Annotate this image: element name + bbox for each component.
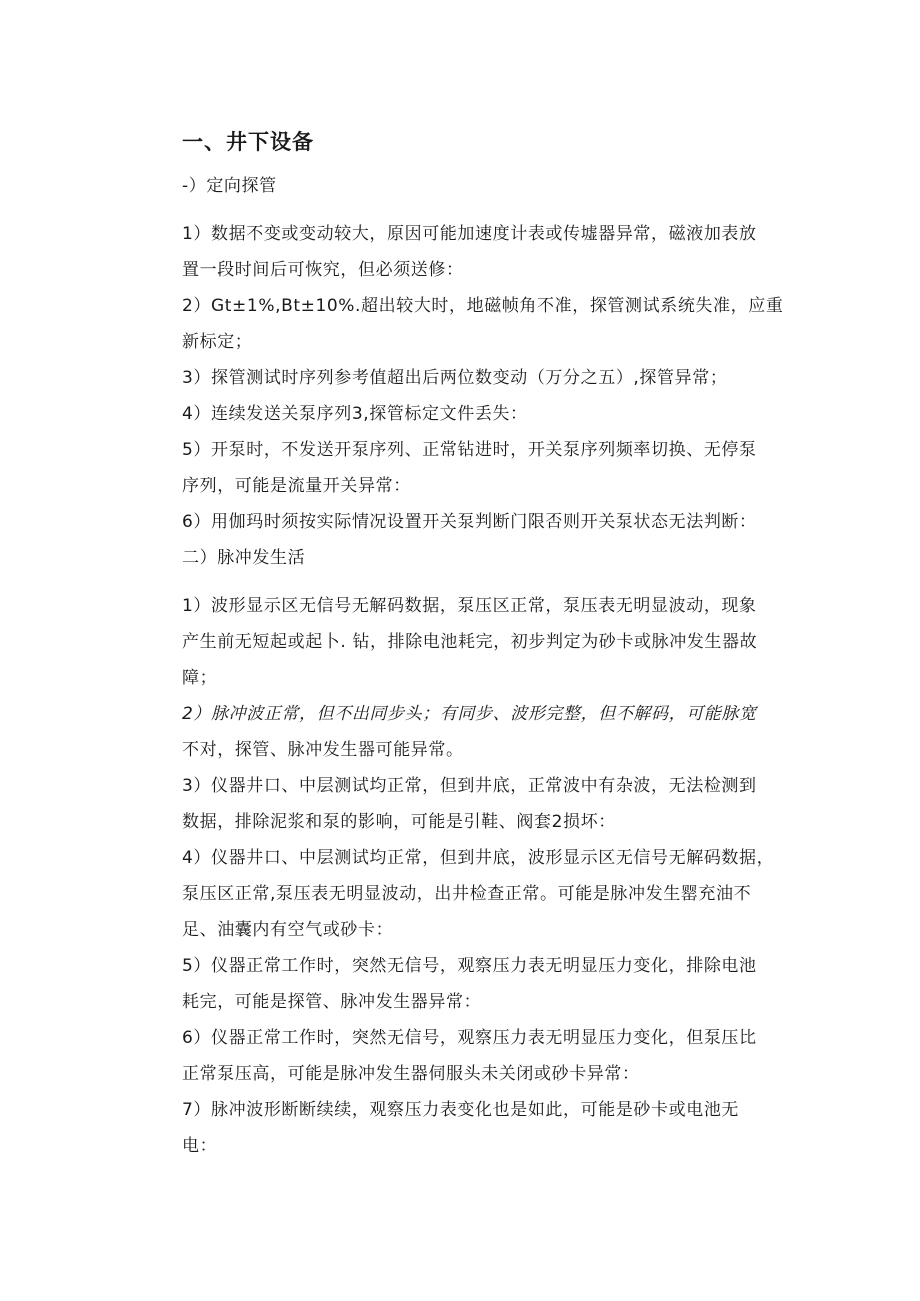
section1-title: -）定向探管 bbox=[182, 176, 277, 196]
paragraph-line: 5）仪器正常工作时，突然无信号，观察压力表无明显压力变化，排除电池 bbox=[182, 956, 757, 976]
paragraph-line: 不对，探管、脉冲发生器可能异常。 bbox=[182, 740, 464, 760]
paragraph-line: 1）数据不变或变动较大，原因可能加速度计表或传墟器异常，磁液加表放 bbox=[182, 224, 757, 244]
paragraph-line: 数据，排除泥浆和泵的影响，可能是引鞋、阀套2损坏： bbox=[182, 812, 616, 832]
paragraph-line: 耗完，可能是探管、脉冲发生器异常： bbox=[182, 992, 482, 1012]
paragraph-line: 5）开泵时，不发送开泵序列、正常钻进时，开关泵序列频率切换、无停泵 bbox=[182, 440, 757, 460]
paragraph-line: 泵压区正常,泵压表无明显波动，出井检查正常。可能是脉冲发生罂充油不 bbox=[182, 884, 752, 904]
paragraph-line: 3）仪器井口、中层测试均正常，但到井底，正常波中有杂波，无法检测到 bbox=[182, 776, 757, 796]
paragraph-line: 电： bbox=[182, 1136, 218, 1156]
paragraph-line: 序列，可能是流量开关异常： bbox=[182, 476, 411, 496]
section2-title: 二）脉冲发生活 bbox=[182, 548, 306, 568]
paragraph-line: 足、油囊内有空气或砂卡： bbox=[182, 920, 394, 940]
paragraph-line: 6）用伽玛时须按实际情况设置开关泵判断门限否则开关泵状态无法判断： bbox=[182, 512, 757, 532]
paragraph-line: 正常泵压高，可能是脉冲发生器伺服头未关闭或砂卡异常： bbox=[182, 1064, 640, 1084]
paragraph-line: 7）脉冲波形断断续续，观察压力表变化也是如此，可能是砂卡或电池无 bbox=[182, 1100, 740, 1120]
paragraph-line: 2）Gt±1%,Bt±10%.超出较大时，地磁帧角不准，探管测试系统失准，应重 bbox=[182, 296, 784, 316]
paragraph-line: 1）波形显示区无信号无解码数据，泵压区正常，泵压表无明显波动，现象 bbox=[182, 596, 757, 616]
paragraph-line: 产生前无短起或起卜. 钻，排除电池耗完，初步判定为砂卡或脉冲发生器故 bbox=[182, 632, 758, 652]
paragraph-line: 2）脉冲波正常，但不出同步头；有同步、波形完整，但不解码，可能脉宽 bbox=[182, 704, 757, 724]
paragraph-line: 4）仪器井口、中层测试均正常，但到井底，波形显示区无信号无解码数据， bbox=[182, 848, 775, 868]
paragraph-line: 4）连续发送关泵序列3,探管标定文件丢失： bbox=[182, 404, 528, 424]
paragraph-line: 6）仪器正常工作时，突然无信号，观察压力表无明显压力变化，但泵压比 bbox=[182, 1028, 757, 1048]
heading: 一、井下设备 bbox=[182, 130, 314, 154]
paragraph-line: 3）探管测试时序列参考值超出后两位数变动（万分之五）,探管异常； bbox=[182, 368, 728, 388]
paragraph-line: 新标定； bbox=[182, 332, 253, 352]
paragraph-line: 置一段时间后可恢究，但必须送修： bbox=[182, 260, 464, 280]
paragraph-line: 障； bbox=[182, 668, 218, 688]
